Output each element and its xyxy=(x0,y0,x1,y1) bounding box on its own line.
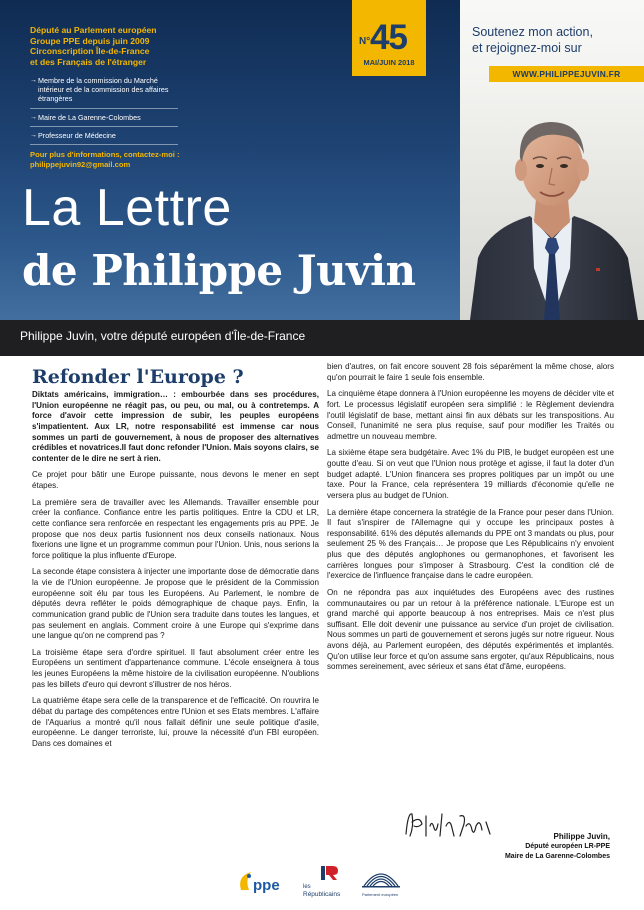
les-republicains-logo xyxy=(303,864,347,898)
photo-panel xyxy=(460,0,644,320)
info-line: Député au Parlement européen xyxy=(30,25,157,35)
contact-info xyxy=(30,150,200,169)
ppe-logo xyxy=(235,868,291,898)
ep-logo-text: Parlement européen xyxy=(362,892,399,897)
issue-prefix: N° xyxy=(359,36,371,47)
partner-logos xyxy=(0,862,644,910)
support-line: et rejoignez-moi sur xyxy=(472,41,582,55)
contact-email[interactable]: philippejuvin92@gmail.com xyxy=(30,159,131,169)
lr-logo-line2: Républicains xyxy=(303,891,341,898)
deputy-info xyxy=(30,25,180,67)
role-item: → Professeur de Médecine xyxy=(30,127,178,145)
article-paragraph: La première sera de travailler avec les Allemands. Travailler ensemble pour créer la confiance. Confiance entre les partis politiques. Entre la CDU et LR, cette confiance sera renforcée en respectant les engagements pris au PPE. Je propose que nos deux partis fusionnent nos deux conseils nationaux. Nous fixerions une ligne et un programme commun pour l'Union. Unis, nous serions la force politique la plus influente d'Europe. xyxy=(32,497,319,560)
signature-name: Philippe Juvin, xyxy=(553,832,610,841)
contact-label: Pour plus d'informations, contactez-moi : xyxy=(30,150,180,159)
support-line: Soutenez mon action, xyxy=(472,25,593,39)
issue-badge xyxy=(352,0,426,76)
subtitle: Philippe Juvin, votre député européen d'Île-de-France xyxy=(20,329,306,343)
article-column-left xyxy=(32,390,319,755)
title-line-2: de Philippe Juvin xyxy=(22,246,416,295)
signature-role: Député européen LR-PPE xyxy=(525,843,610,850)
article-paragraph: La dernière étape concernera la stratégie de la France pour peser dans l'Union. Il faut s'inspirer de l'Allemagne qui y occupe les principaux postes à responsabilité. 61% des députés allemands du PPE ont 3 mandats ou plus, pour seulement 25 % des Français… Je propose que Les Républicains n'y envoient plus que des députés anglophones ou germanophones, et favorisent les carrières longues pour s'imposer à Strasbourg. C'est la condition clé de l'exercice de l'influence française dans le cadre européen. xyxy=(327,507,614,581)
article-paragraph: La troisième étape sera d'ordre spirituel. Il faut absolument créer entre les Européens un sentiment d'appartenance commune. L'école enseignera à tous les jeunes Européens la même histoire de la civilisation européenne. N'oublions pas les billets d'euro qui devront s'illustrer de nos héros. xyxy=(32,647,319,689)
info-line: et des Français de l'étranger xyxy=(30,56,147,67)
masthead xyxy=(0,0,644,320)
article-paragraph: bien d'autres, on fait encore souvent 28 fois séparément la même chose, alors qu'on pourrait le faire 1 seule fois ensemble. xyxy=(327,362,614,382)
portrait-photo xyxy=(460,88,644,320)
issue-number: 45 xyxy=(370,18,407,57)
signature-role: Maire de La Garenne-Colombes xyxy=(504,853,610,860)
role-item: → Membre de la commission du Marché intérieur et de la commission des affaires étrangères xyxy=(30,72,178,109)
article-paragraph: La seconde étape consistera à injecter une importante dose de démocratie dans la vie de l'Union européenne. Je propose que le président de la Commission européenne soit élu par tous les Européens. Au Parlement, le nombre de députés devra refléter le poids démographique de chaque pays. Enfin, la communication grand public de l'Union sera traduite dans toutes les langues, et pas seulement en anglais. Comment croire à une Europe qui s'exprime dans une langue qu'on ne comprend pas ? xyxy=(32,567,319,641)
signature-block xyxy=(470,832,610,862)
article-paragraph: La quatrième étape sera celle de la transparence et de l'efficacité. On rouvrira le débat du partage des compétences entre l'Union et ses Etats membres. L'affaire de l'Aquarius a montré qu'il nous fallait définir une seule politique d'asile, européenne. Le danger terroriste, lui, prouve la nécessité d'un FBI européen. Dans ces domaines et xyxy=(32,696,319,748)
roles-list xyxy=(30,72,178,145)
issue-date: MAI/JUIN 2018 xyxy=(363,58,415,67)
lr-logo-line1: les xyxy=(303,884,311,890)
ppe-logo-text: ppe xyxy=(253,877,280,894)
article-paragraph: La cinquième étape donnera à l'Union européenne les moyens de décider vite et fort. Le processus législatif européen sera simplifié : le Règlement deviendra l'outil législatif de base, mettant ainsi fin aux débats sur les transpositions. Au Conseil, l'unanimité ne sera plus requise, sauf pour modifier les Traités ou admettre un nouveau membre. xyxy=(327,389,614,441)
role-item: → Maire de La Garenne-Colombes xyxy=(30,109,178,127)
article-headline: Refonder l'Europe ? xyxy=(32,366,244,388)
article-paragraph: Ce projet pour bâtir une Europe puissante, nous devons le mener en sept étapes. xyxy=(32,470,319,490)
subtitle-bar xyxy=(0,320,644,356)
article-paragraph: On ne répondra pas aux inquiétudes des Européens avec des rustines communautaires ou par un retour à la préférence nationale. L'Europe est un grand marché qui apporte beaucoup à nos entreprises. Mais ce n'est plus suffisant. Elle doit devenir une puissance au service d'un projet de civilisation. Nous sommes un parti de gouvernement et serons jugés sur notre rigueur. Nous avons déjà, au Parlement européen, des députés expérimentés et implantés. Qu'on utilise leur force et qu'on assume sans ergoter, qu'aux Républicains, nous sommes sereinement, avec sérieux et sans état d'âme, européens. xyxy=(327,587,614,672)
website-link[interactable]: WWW.PHILIPPEJUVIN.FR xyxy=(489,66,644,82)
info-line: Groupe PPE depuis juin 2009 xyxy=(30,35,150,46)
european-parliament-logo xyxy=(358,864,404,900)
article-column-right xyxy=(327,362,614,679)
title-line-1: La Lettre xyxy=(22,179,232,237)
article-lead: Diktats américains, immigration… : embourbée dans ses procédures, l'Union européenne ne réagit pas, ou peu, ou mal, ou à contretemps. A force d'avoir cette impression de subir, les peuples européens s'impatientent. Aux LR, notre responsabilité est immense car nous sommes un parti de gouvernement, à nous de proposer des alternatives crédibles et novatrices.Il faut donc refonder l'Union. Mais soyons clairs, se contenter de le dire ne sert à rien. xyxy=(32,390,319,463)
support-text xyxy=(472,24,644,56)
info-line: Circonscription Île-de-France xyxy=(30,46,150,57)
article-paragraph: La sixième étape sera budgétaire. Avec 1% du PIB, le budget européen est une goutte d'eau. Si on veut que l'Union nous protège et agisse, il faut la doter d'un budget adapté. L'Union financera ses propres politiques par un impôt ou une taxe. Pour la France, cela représentera 19 milliards d'économie qu'elle ne versera plus au budget de l'Union. xyxy=(327,448,614,500)
